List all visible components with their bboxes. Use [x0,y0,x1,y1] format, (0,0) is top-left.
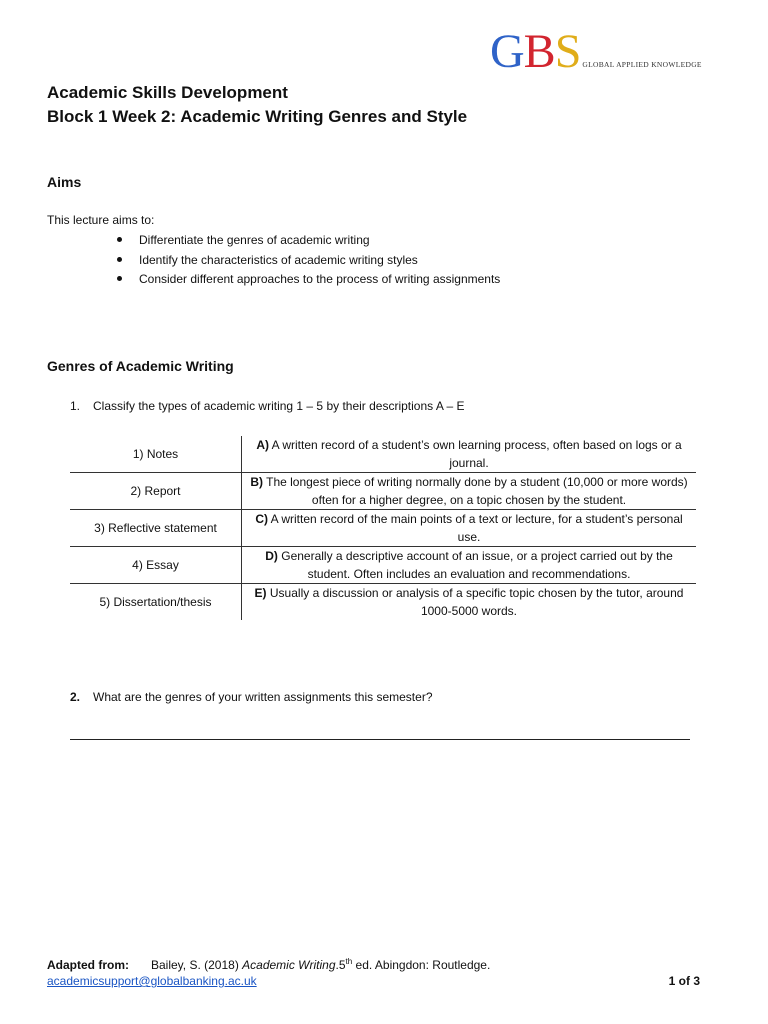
document-title: Academic Skills Development [47,83,288,102]
question-2 [70,690,433,704]
logo-letter-s: S [554,25,581,78]
logo-letter-b: B [523,25,555,78]
table-cell-description [242,510,697,547]
logo-letters [490,25,581,78]
description-letter: B) [250,475,263,489]
ref-edition: .5 [335,958,346,972]
document-subtitle: Block 1 Week 2: Academic Writing Genres and Style [47,107,468,126]
question-number: 2. [70,690,81,704]
table-row [70,547,696,584]
table-cell-type: 2) Report [70,473,242,510]
description-text: Generally a descriptive account of an issue, or a project carried out by the student. Often includes an evaluation and recommendations. [281,549,673,581]
description-text: A written record of a student’s own learning process, often based on logs or a journal. [271,438,682,470]
ref-superscript: th [345,957,353,966]
logo-tagline: GLOBAL APPLIED KNOWLEDGE [582,60,702,69]
page-number: 1 of 3 [668,974,700,988]
ref-author: Bailey, S. (2018) [151,958,243,972]
genres-heading: Genres of Academic Writing [47,358,234,374]
table-row [70,510,696,547]
gbs-logo [490,25,702,78]
question-number: 1. [70,399,81,413]
table-cell-description [242,473,697,510]
answer-line[interactable] [70,733,690,740]
email-link[interactable]: academicsupport@globalbanking.ac.uk [47,974,257,988]
table-cell-description [242,547,697,584]
description-letter: E) [254,586,267,600]
aims-intro: This lecture aims to: [47,213,155,227]
description-letter: A) [256,438,269,452]
table-cell-description [242,584,697,621]
aims-list-item: Identify the characteristics of academic writing styles [115,253,500,273]
description-letter: C) [255,512,268,526]
aims-list-item: Differentiate the genres of academic writing [115,233,500,253]
question-text: Classify the types of academic writing 1 – 5 by their descriptions A – E [93,399,465,413]
question-1 [70,399,465,413]
table-cell-type: 5) Dissertation/thesis [70,584,242,621]
question-text: What are the genres of your written assignments this semester? [93,690,433,704]
aims-list [115,233,500,292]
logo-letter-g: G [490,25,524,78]
description-text: A written record of the main points of a text or lecture, for a student’s personal use. [270,512,683,544]
adapted-label: Adapted from: [47,958,129,972]
table-cell-type: 4) Essay [70,547,242,584]
table-row [70,436,696,473]
table-row [70,584,696,621]
genres-table [70,436,696,620]
ref-rest: ed. Abingdon: Routledge. [352,958,491,972]
ref-title: Academic Writing [242,958,336,972]
description-letter: D) [265,549,278,563]
description-text: The longest piece of writing normally done by a student (10,000 or more words) often for a higher degree, on a topic chosen by the student. [266,475,688,507]
table-cell-description [242,436,697,473]
table-cell-type: 1) Notes [70,436,242,473]
table-cell-type: 3) Reflective statement [70,510,242,547]
table-row [70,473,696,510]
footer-reference [47,957,490,972]
aims-list-item: Consider different approaches to the process of writing assignments [115,272,500,292]
aims-heading: Aims [47,174,82,190]
description-text: Usually a discussion or analysis of a specific topic chosen by the tutor, around 1000-5000 words. [269,586,684,618]
